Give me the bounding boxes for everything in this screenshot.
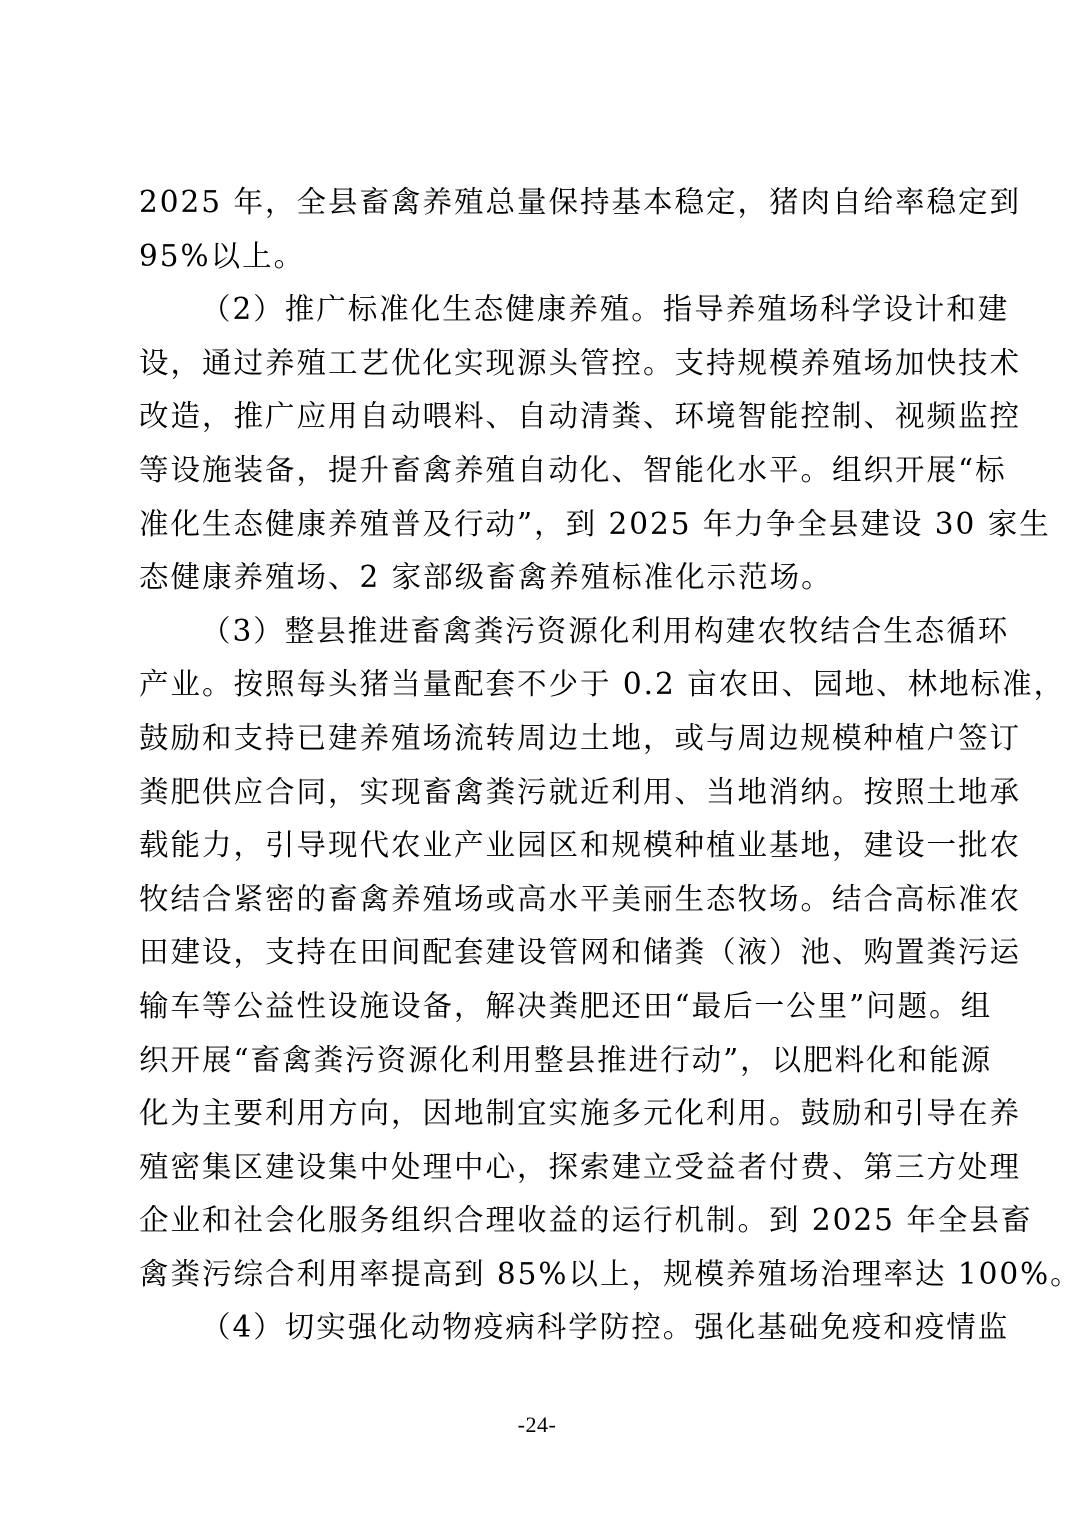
text-line: 化为主要利用方向，因地制宜实施多元化利用。鼓励和引导在养 — [139, 1096, 1022, 1131]
text-line: 禽粪污综合利用率提高到 85%以上，规模养殖场治理率达 100%。 — [139, 1256, 1082, 1291]
text-line: 设，通过养殖工艺优化实现源头管控。支持规模养殖场加快技术 — [139, 345, 1022, 380]
text-line: 鼓励和支持已建养殖场流转周边土地，或与周边规模种植户签订 — [139, 720, 1022, 755]
text-line: 输车等公益性设施设备，解决粪肥还田“最后一公里”问题。组 — [139, 988, 993, 1023]
paragraph-first-line: （2）推广标准化生态健康养殖。指导养殖场科学设计和建 — [201, 292, 1010, 327]
text-line: 等设施装备，提升畜禽养殖自动化、智能化水平。组织开展“标 — [139, 452, 1007, 487]
paragraph-first-line: （3）整县推进畜禽粪污资源化利用构建农牧结合生态循环 — [201, 613, 1010, 648]
text-line: 95%以上。 — [139, 238, 306, 273]
text-line: 企业和社会化服务组织合理收益的运行机制。到 2025 年全县畜 — [139, 1203, 1033, 1238]
text-line: 载能力，引导现代农业产业园区和规模种植业基地，建设一批农 — [139, 828, 1022, 863]
paragraph-first-line: （4）切实强化动物疫病科学防控。强化基础免疫和疫情监 — [201, 1310, 1010, 1345]
text-line: 2025 年，全县畜禽养殖总量保持基本稳定，猪肉自给率稳定到 — [139, 185, 1021, 219]
text-line: 粪肥供应合同，实现畜禽粪污就近利用、当地消纳。按照土地承 — [139, 774, 1022, 809]
page-number: -24- — [517, 1412, 557, 1437]
text-line: 牧结合紧密的畜禽养殖场或高水平美丽生态牧场。结合高标准农 — [139, 881, 1022, 916]
text-line: 田建设，支持在田间配套建设管网和储粪（液）池、购置粪污运 — [139, 935, 1022, 970]
text-line: 殖密集区建设集中处理中心，探索建立受益者付费、第三方处理 — [139, 1149, 1022, 1184]
body-text — [139, 176, 1082, 1355]
text-line: 产业。按照每头猪当量配套不少于 0.2 亩农田、园地、林地标准， — [139, 667, 1066, 702]
text-line: 准化生态健康养殖普及行动”，到 2025 年力争全县建设 30 家生 — [139, 506, 1051, 541]
text-line: 织开展“畜禽粪污资源化利用整县推进行动”，以肥料化和能源 — [139, 1042, 993, 1077]
text-line: 态健康养殖场、2 家部级畜禽养殖标准化示范场。 — [139, 560, 833, 595]
text-line: 改造，推广应用自动喂料、自动清粪、环境智能控制、视频监控 — [139, 399, 1022, 434]
